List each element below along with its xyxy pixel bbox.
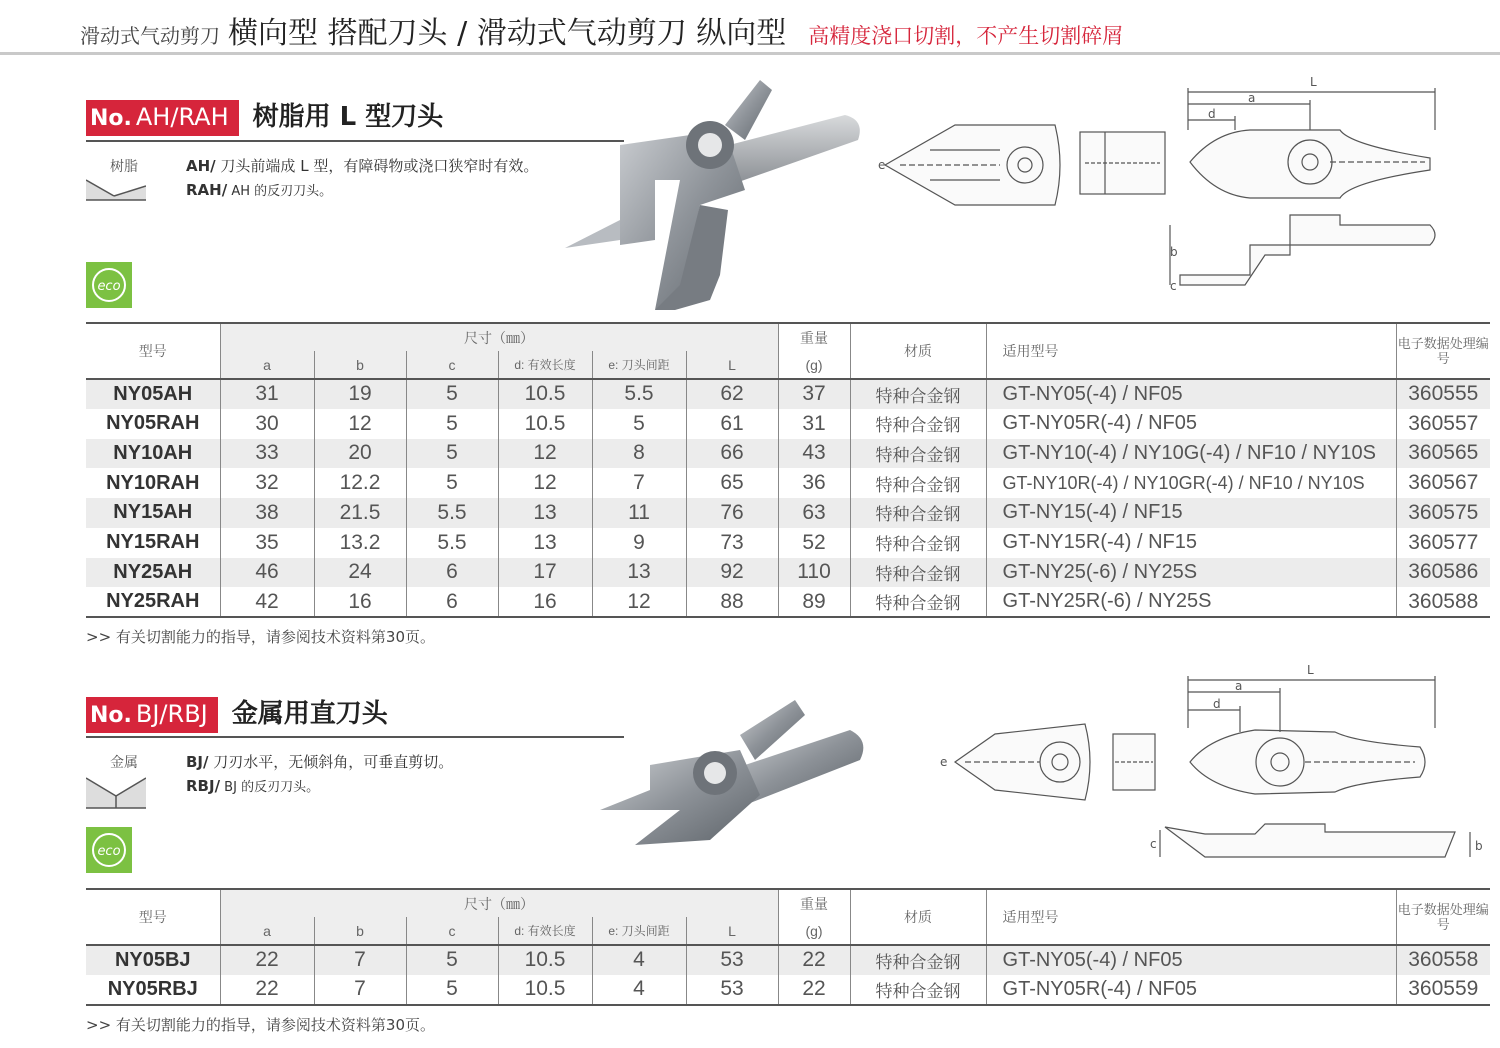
header-title: 横向型 搭配刀头 / 滑动式气动剪刀 纵向型	[228, 16, 787, 51]
section-ah-badge: No. AH/RAH	[86, 100, 239, 136]
table-row: NY10AH 33 20 5 12 8 66 43 特种合金钢 GT-NY10(-4) / NY10G(-4) / NF10 / NY10S 360565	[86, 439, 1490, 469]
svg-text:e: e	[878, 158, 886, 172]
ah-blade-photo	[560, 70, 870, 315]
section-bj-name: 金属用直刀头	[231, 699, 388, 729]
svg-text:c: c	[1170, 279, 1177, 293]
bj-technical-drawing	[935, 662, 1495, 872]
col-code: 电子数据处理编号	[1396, 889, 1490, 945]
table-row: NY10RAH 32 12.2 5 12 7 65 36 特种合金钢 GT-NY10R(-4) / NY10GR(-4) / NF10 / NY10S 360567	[86, 468, 1490, 498]
svg-text:d: d	[1208, 107, 1216, 121]
resin-material-icon: 树脂	[86, 156, 146, 202]
ah-technical-drawing	[870, 70, 1450, 305]
col-weight: 重量	[778, 323, 850, 351]
table-row: NY15AH 38 21.5 5.5 13 11 76 63 特种合金钢 GT-NY15(-4) / NF15 360575	[86, 498, 1490, 528]
header-tagline: 高精度浇口切割，不产生切割碎屑	[808, 24, 1124, 48]
svg-text:eco: eco	[97, 279, 121, 294]
col-model: 型号	[86, 889, 220, 945]
section-bj-badge: No. BJ/RBJ	[86, 697, 218, 733]
svg-text:e: e	[940, 755, 948, 769]
bj-table-body	[86, 945, 1490, 1005]
section-ah-rule	[86, 140, 624, 142]
table-row: NY25AH 46 24 6 17 13 92 110 特种合金钢 GT-NY25(-6) / NY25S 360586	[86, 558, 1490, 588]
table-row: NY15RAH 35 13.2 5.5 13 9 73 52 特种合金钢 GT-NY15R(-4) / NF15 360577	[86, 528, 1490, 558]
svg-text:a: a	[1235, 679, 1243, 693]
metal-material-icon: 金属	[86, 752, 146, 810]
ah-spec-table: 型号 尺寸（㎜） 重量 材质 适用型号 电子数据处理编号 a b c d: 有效长度 e: 刀头间距 L (g) NY05AH 31 19 5 10.5 5.5 62 37 特种合金钢 GT-NY05(-4) / NF05 360555 NY05RAH 30 12 5 10.5 5 61 31 特种合金钢 GT-NY05R(-4) / NF05 360557 NY10AH 33 20 5 12 8 66 43 特种合金钢 GT-NY10(-4) / NY10G(-4) / NF10 / NY10S 360565 NY10RAH 32 12.2 5 12 7 65 36 特种合金钢 GT-NY10R(-4) / NY10GR(-4) / NF10 / NY10S 360567 NY15AH 38 21.5 5.5 13 11 76 63 特种合金钢 GT-NY15(-4) / NF15 360575 NY15RAH 35 13.2 5.5 13 9 73 52 特种合金钢 GT-NY15R(-4) / NF15 360577 NY25AH 46 24 6 17 13 92 110 特种合金钢 GT-NY25(-6) / NY25S 360586 NY25RAH 42 16 6 16 12 88 89 特种合金钢 GT-NY25R(-6) / NY25S 360588	[86, 322, 1490, 618]
ah-table-body	[86, 379, 1490, 617]
col-model: 型号	[86, 323, 220, 379]
section-bj-description: BJ/ 刀刃水平，无倾斜角，可垂直剪切。 RBJ/ BJ 的反刃刀头。	[186, 753, 454, 795]
section-ah-title	[86, 100, 443, 134]
col-weight: 重量	[778, 889, 850, 917]
bj-note: >> 有关切割能力的指导，请参阅技术资料第30页。	[86, 1016, 435, 1034]
col-code: 电子数据处理编号	[1396, 323, 1490, 379]
table-row: NY05BJ 22 7 5 10.5 4 53 22 特种合金钢 GT-NY05(-4) / NF05 360558	[86, 945, 1490, 975]
bj-spec-table: 型号 尺寸（㎜） 重量 材质 适用型号 电子数据处理编号 a b c d: 有效长度 e: 刀头间距 L (g) NY05BJ 22 7 5 10.5 4 53 22 特种合金钢 GT-NY05(-4) / NF05 360558 NY05RBJ 22 7 5 10.5 4 53 22 特种合金钢 GT-NY05R(-4) / NF05 360559	[86, 888, 1490, 1006]
ah-note: >> 有关切割能力的指导，请参阅技术资料第30页。	[86, 628, 435, 646]
section-bj-title	[86, 697, 388, 731]
col-dimensions: 尺寸（㎜）	[220, 889, 778, 917]
svg-text:b: b	[1475, 839, 1483, 853]
svg-text:b: b	[1170, 245, 1178, 259]
eco-icon	[86, 827, 132, 873]
col-material: 材质	[850, 889, 986, 945]
table-row: NY05RAH 30 12 5 10.5 5 61 31 特种合金钢 GT-NY05R(-4) / NF05 360557	[86, 409, 1490, 439]
col-material: 材质	[850, 323, 986, 379]
table-row: NY05AH 31 19 5 10.5 5.5 62 37 特种合金钢 GT-NY05(-4) / NF05 360555	[86, 379, 1490, 409]
col-fit: 适用型号	[986, 323, 1396, 379]
svg-text:a: a	[1248, 91, 1256, 105]
section-bj-rule	[86, 736, 624, 738]
svg-text:L: L	[1310, 75, 1317, 89]
col-dimensions: 尺寸（㎜）	[220, 323, 778, 351]
svg-text:eco: eco	[97, 844, 121, 859]
header-series: 滑动式气动剪刀	[80, 24, 220, 48]
header-divider	[0, 52, 1500, 55]
section-ah-description: AH/ 刀头前端成 L 型，有障碍物或浇口狭窄时有效。 RAH/ AH 的反刃刀头。	[186, 157, 539, 199]
section-ah-name: 树脂用 L 型刀头	[252, 102, 444, 132]
svg-text:c: c	[1150, 837, 1157, 851]
table-row: NY25RAH 42 16 6 16 12 88 89 特种合金钢 GT-NY25R(-6) / NY25S 360588	[86, 587, 1490, 617]
page-header	[80, 8, 1490, 51]
bj-blade-photo	[590, 695, 875, 860]
eco-icon	[86, 262, 132, 308]
table-row: NY05RBJ 22 7 5 10.5 4 53 22 特种合金钢 GT-NY05R(-4) / NF05 360559	[86, 975, 1490, 1005]
svg-text:L: L	[1307, 663, 1314, 677]
svg-text:d: d	[1213, 697, 1221, 711]
col-fit: 适用型号	[986, 889, 1396, 945]
